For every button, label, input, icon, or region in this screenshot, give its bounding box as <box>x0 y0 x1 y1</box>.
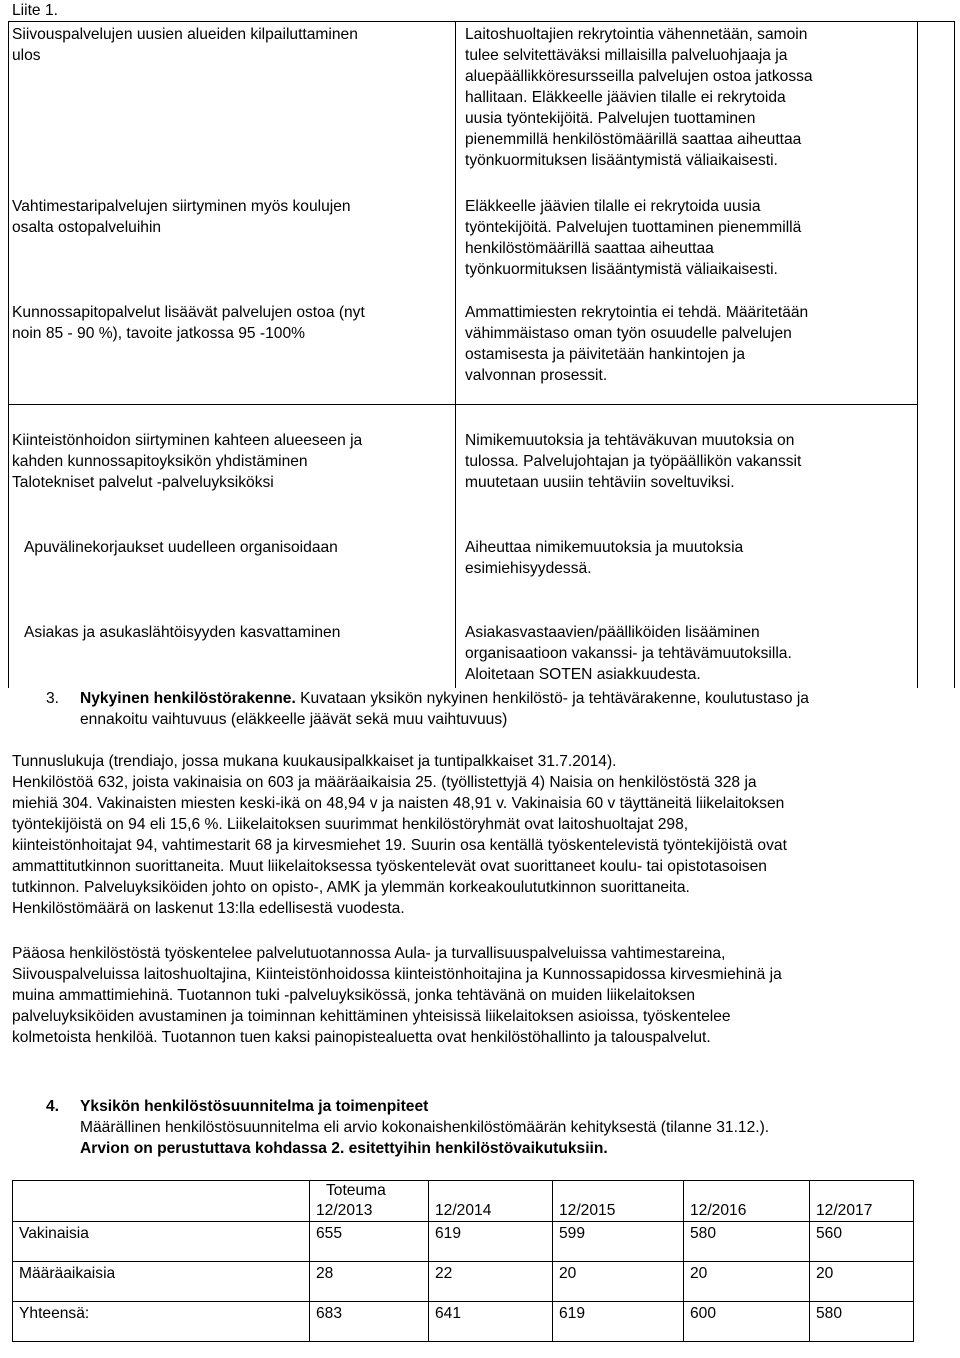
table-border-top <box>8 21 954 22</box>
staff-table-cell: 580 <box>810 1302 914 1342</box>
table-border-left <box>8 21 9 688</box>
table-row-5-left: Apuvälinekorjaukset uudelleen organisoidaan <box>24 539 338 556</box>
section-3-heading <box>80 688 809 709</box>
staff-table-header-row <box>13 1181 914 1222</box>
staff-table-cell: 619 <box>553 1302 684 1342</box>
section-3-title: Nykyinen henkilöstörakenne. <box>80 690 296 707</box>
table-row-3-right: Ammattimiesten rekrytointia ei tehdä. Määritetään vähimmäistaso oman työn osuudelle palvelujen ostamisesta ja päivitetään hankintojen ja valvonnan prosessit. <box>465 304 809 384</box>
staff-table-cell: 600 <box>684 1302 810 1342</box>
table-row-1-right: Laitoshuoltajien rekrytointia vähennetään, samoin tulee selvitettäväksi millaisilla palveluohjaaja ja aluepäällikköresursseilla palvelujen ostoa jatkossa hallitaan. Eläkkeelle jäävien tilalle ei rekrytoida uusia työntekijöitä. Palvelujen tuottaminen pienemmillä henkilöstömäärillä saattaa aiheuttaa työnkuormituksen lisääntymistä väliaikaisesti. <box>465 26 813 169</box>
table-border-right <box>917 21 918 688</box>
section-3-paragraph-2: Pääosa henkilöstöstä työskentelee palvelutuotannossa Aula- ja turvallisuuspalveluissa vahtimestareina, Siivouspalveluissa laitoshuoltajina, Kiinteistönhoidossa kiinteistönhoitajina ja Kunnossapidossa kirvesmiehinä ja muina ammattimiehinä. Tuotannon tuki -palveluyksikössä, jonka tehtävänä on muiden liikelaitoksen palveluyksiköiden avustaminen ja toiminnan kehittäminen yhteisissä liikelaitoksen asioissa, työskentelee kolmetoista henkilöä. Tuotannon tuen kaksi painopistealuetta ovat henkilöstöhallinto ja talouspalvelut. <box>12 945 782 1046</box>
section-3-paragraph-1: Tunnuslukuja (trendiajo, jossa mukana kuukausipalkkaiset ja tuntipalkkaiset 31.7.2014). Henkilöstöä 632, joista vakinaisia on 603 ja määräaikaisia 25. (työllistettyjä 4) Naisia on henkilöstöstä 328 ja miehiä 304. Vakinaisten miesten keski-ikä on 48,94 v ja naisten 48,91 v. Vakinaisia 60 v täyttäneitä liikelaitoksen työntekijöistä on 94 eli 15,6 %. Liikelaitoksen suurimmat henkilöstöryhmät ovat laitoshuoltajat 298, kiinteistönhoitajat 94, vahtimestarit 68 ja kirvesmiehet 19. Suurin osa kentällä työskentelevistä työntekijöistä ovat ammattitutkinnon suorittaneita. Muut liikelaitoksessa työskentelevät ovat suorittaneet koulu- tai opistotasoisen tutkinnon. Palveluyksiköiden johto on opisto-, AMK ja ylemmän korkeakoulututkinnon suorittaneita. Henkilöstömäärä on laskenut 13:lla edellisestä vuodesta. <box>12 753 787 917</box>
staff-table-row-maaraaikaisia <box>13 1262 914 1302</box>
staff-table-header-2017: 12/2017 <box>810 1181 914 1222</box>
staff-table-cell: 28 <box>310 1262 429 1302</box>
staff-table-row-vakinaisia <box>13 1222 914 1262</box>
staff-table-header-2016: 12/2016 <box>684 1181 810 1222</box>
table-row-5-right: Aiheuttaa nimikemuutoksia ja muutoksia esimiehisyydessä. <box>465 539 744 577</box>
table-row-6-right: Asiakasvastaavien/päälliköiden lisääminen organisaatioon vakanssi- ja tehtävämuutoksilla. Aloitetaan SOTEN asiakkuudesta. <box>465 624 792 683</box>
table-row-divider <box>8 404 918 405</box>
staff-table-cell: 683 <box>310 1302 429 1342</box>
staff-table-row-yhteensa <box>13 1302 914 1342</box>
staff-count-table <box>12 1180 914 1342</box>
table-row-4-left: Kiinteistönhoidon siirtyminen kahteen alueeseen ja kahden kunnossapitoyksikön yhdistäminen Talotekniset palvelut -palveluyksiköksi <box>12 432 363 491</box>
table-row-2-left: Vahtimestaripalvelujen siirtyminen myös koulujen osalta ostopalveluihin <box>12 198 351 236</box>
staff-table-cell: 560 <box>810 1222 914 1262</box>
section-4-note: Arvion on perustuttava kohdassa 2. esitettyihin henkilöstövaikutuksiin. <box>80 1140 608 1157</box>
section-3-intro-line-2: ennakoitu vaihtuvuus (eläkkeelle jäävät sekä muu vaihtuvuus) <box>80 711 508 728</box>
table-row-4-right: Nimikemuutoksia ja tehtäväkuvan muutoksia on tulossa. Palvelujohtajan ja työpäällikön vakanssit muutetaan uusiin tehtäviin soveltuviksi. <box>465 432 802 491</box>
table-row-3-left: Kunnossapitopalvelut lisäävät palvelujen ostoa (nyt noin 85 - 90 %), tavoite jatkossa 95 -100% <box>12 304 365 342</box>
staff-table-cell: 599 <box>553 1222 684 1262</box>
staff-table-cell: 655 <box>310 1222 429 1262</box>
staff-table-cell: 20 <box>553 1262 684 1302</box>
section-4-title: Yksikön henkilöstösuunnitelma ja toimenpiteet <box>80 1098 429 1115</box>
staff-table-row-label: Yhteensä: <box>13 1302 310 1342</box>
staff-table-corner-cell <box>13 1181 310 1222</box>
table-column-divider <box>455 21 456 688</box>
staff-table-row-label: Vakinaisia <box>13 1222 310 1262</box>
staff-table-row-label: Määräaikaisia <box>13 1262 310 1302</box>
table-row-2-right: Eläkkeelle jäävien tilalle ei rekrytoida uusia työntekijöitä. Palvelujen tuottaminen pienemmillä henkilöstömäärillä saattaa aiheuttaa työnkuormituksen lisääntymistä väliaikaisesti. <box>465 198 802 278</box>
staff-table-header-toteuma: Toteuma <box>326 1182 386 1199</box>
section-3-intro: Kuvataan yksikön nykyinen henkilöstö- ja tehtävärakenne, koulutustaso ja <box>295 690 809 707</box>
table-border-outer-right <box>954 21 955 688</box>
staff-table-header-2014: 12/2014 <box>429 1181 553 1222</box>
staff-table-cell: 580 <box>684 1222 810 1262</box>
page-label: Liite 1. <box>12 2 58 19</box>
staff-table-header-2013-label: 12/2013 <box>316 1202 373 1219</box>
staff-table-cell: 20 <box>810 1262 914 1302</box>
staff-table-cell: 20 <box>684 1262 810 1302</box>
staff-table-cell: 641 <box>429 1302 553 1342</box>
staff-table-header-2013 <box>310 1181 429 1222</box>
table-row-1-left: Siivouspalvelujen uusien alueiden kilpailuttaminen ulos <box>12 26 358 64</box>
section-4-description: Määrällinen henkilöstösuunnitelma eli arvio kokonaishenkilöstömäärän kehityksestä (tilanne 31.12.). <box>80 1119 770 1136</box>
section-3-number: 3. <box>46 690 60 707</box>
table-row-6-left: Asiakas ja asukaslähtöisyyden kasvattaminen <box>24 624 341 641</box>
staff-table-header-2015: 12/2015 <box>553 1181 684 1222</box>
staff-table-cell: 22 <box>429 1262 553 1302</box>
staff-table-cell: 619 <box>429 1222 553 1262</box>
section-4-number: 4. <box>46 1098 60 1115</box>
